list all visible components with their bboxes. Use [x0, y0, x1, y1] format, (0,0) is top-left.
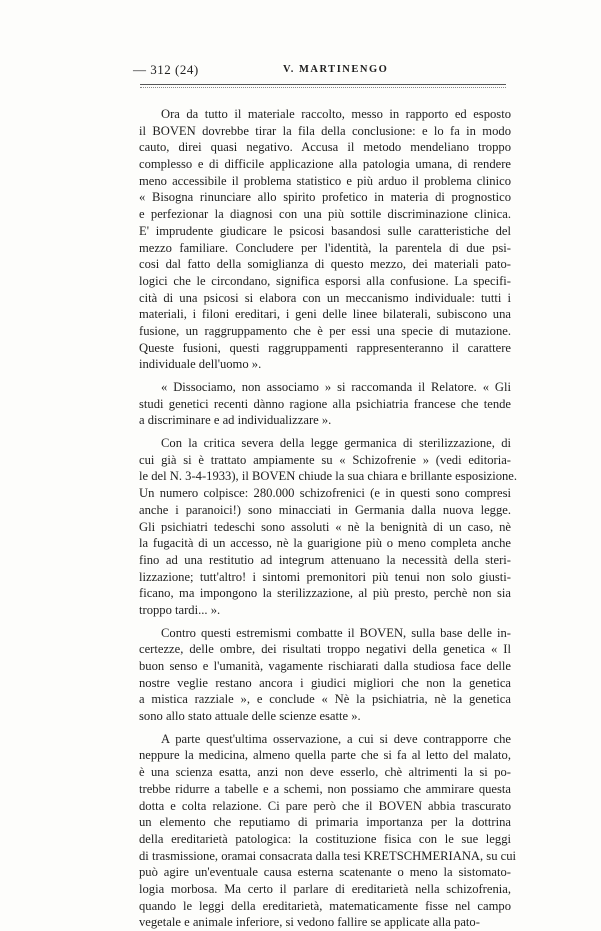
text-line: Un numero colpisce: 280.000 schizofrenici (e in questi sono compresi	[139, 486, 511, 501]
text-line: fusione, un raggruppamento che è per essi una specie di mutazione.	[139, 323, 511, 338]
text-line: Ora da tutto il materiale raccolto, messo in rapporto ed esposto	[161, 107, 511, 121]
text-line: nostre veglie restano ancora i giudici migliori che non la genetica	[139, 675, 511, 690]
text-line: un elemento che reputiamo di primaria importanza per la dottrina	[139, 815, 511, 830]
text-line: a discriminare e ad individualizzare ».	[139, 413, 332, 428]
paragraph	[139, 731, 517, 931]
text-line: trebbe ridurre a tabelle e a schemi, non possiamo che ammirare questa	[139, 781, 511, 796]
text-line: troppo tardi... ».	[139, 602, 221, 617]
text-line: « Bisogna rinunciare allo spirito profetico in materia di prognostico	[139, 190, 511, 205]
text-line: e perfezionar la diagnosi con una più sottile discriminazione clinica.	[139, 207, 511, 222]
text-line: ficano, ma impongono la sterilizzazione, al più presto, perchè non sia	[139, 586, 511, 601]
text-line: meno accessibile il problema statistico e più arduo il problema clinico	[139, 173, 511, 188]
text-line: è una scienza esatta, anzi non deve esserlo, chè altrimenti la si po-	[139, 765, 511, 780]
text-line: il BOVEN dovrebbe tirar la fila della conclusione: e lo fa in modo	[139, 123, 511, 138]
text-line: logia morbosa. Ma certo il parlare di ereditarietà nella schizofrenia,	[139, 881, 511, 896]
text-line: vegetale e animale inferiore, si vedono fallire se applicate alla pato-	[139, 915, 480, 930]
text-line: certezze, delle ombre, dei risultati troppo negativi della genetica « Il	[139, 642, 511, 657]
running-author: V. MARTINENGO	[283, 64, 389, 75]
header-rule-dotted	[140, 87, 506, 88]
text-line: anche i paranoici!) sono minacciati in Germania dalla nuova legge.	[139, 502, 511, 517]
text-line: Gli psichiatri tedeschi sono assoluti « nè la benignità di un caso, nè	[139, 519, 511, 534]
text-line: buon senso e l'umanità, vagamente rischiarati dalla studiosa face delle	[139, 659, 511, 673]
text-line: neppure la medicina, almeno quella parte che si fa al letto del malato,	[139, 748, 511, 763]
text-line: cui già si è trattato ampiamente su « Schizofrenie » (vedi editoria-	[139, 452, 511, 467]
text-line: Contro questi estremismi combatte il BOVEN, sulla base delle in-	[161, 625, 511, 640]
text-line: di trasmissione, oramai consacrata dalla tesi KRETSCHMERIANA, su cui	[139, 848, 517, 863]
text-line: E' imprudente giudicare le psicosi basandosi sulle caratteristiche del	[139, 223, 511, 238]
paragraph	[139, 106, 511, 373]
running-header	[133, 62, 513, 86]
text-line: la fugacità di un accesso, nè la guarigione più o meno completa anche	[139, 536, 511, 551]
text-line: individuale dell'uomo ».	[139, 357, 262, 372]
text-line: cauto, direi quasi negativo. Accusa il metodo mendeliano troppo	[139, 140, 511, 155]
text-line: studi genetici recenti dànno ragione alla psichiatria francese che tende	[139, 396, 511, 411]
text-line: materiali, i filoni ereditari, i geni delle linee bilaterali, subiscono una	[139, 307, 511, 322]
text-line: fino ad una restitutio ad integrum attenuano la necessità della steri-	[139, 552, 511, 567]
text-line: complesso e di difficile applicazione alla patologia umana, di rendere	[139, 157, 511, 172]
text-line: mezzo familiare. Concludere per l'identità, la parentela di due psi-	[139, 240, 511, 255]
text-line: logici che le circondano, significa esporsi alla confusione. La specifi-	[139, 273, 511, 288]
text-line: lizzazione; tutt'altro! i sintomi premonitori più tenui non solo giusti-	[139, 569, 511, 584]
text-line: quando le leggi della ereditarietà, matematicamente fisse nel campo	[139, 898, 511, 913]
header-rule	[140, 84, 506, 85]
text-line: a mistica razziale », e conclude « Nè la psichiatria, nè la genetica	[139, 692, 511, 707]
text-line: sono allo stato attuale delle scienze esatte ».	[139, 709, 361, 724]
text-line: dotta e colta relazione. Ci pare però che il BOVEN abbia trascurato	[139, 798, 511, 813]
paragraph	[139, 379, 511, 429]
text-line: Con la critica severa della legge germanica di sterilizzazione, di	[161, 436, 511, 451]
page-number: — 312 (24)	[133, 62, 199, 77]
paragraph	[139, 625, 511, 725]
text-line: della ereditarietà patologica: la costituzione fisica con le sue leggi	[139, 831, 511, 846]
text-line: « Dissociamo, non associamo » si raccomanda il Relatore. « Gli	[161, 380, 511, 394]
text-line: Queste fusioni, questi raggruppamenti rappresenteranno il carattere	[139, 340, 511, 355]
text-line: le del N. 3-4-1933), il BOVEN chiude la sua chiara e brillante esposizione.	[139, 469, 518, 484]
text-line: cosi dal fatto della somiglianza di questo mezzo, dei materiali pato-	[139, 257, 511, 272]
text-line: cità di una psicosi si elabora con un meccanismo individuale: tutti i	[139, 290, 511, 305]
body-text	[139, 106, 518, 931]
text-line: A parte quest'ultima osservazione, a cui si deve contrapporre che	[161, 731, 511, 746]
text-line: può agire un'eventuale causa esterna scatenante o meno la sistomato-	[139, 865, 511, 880]
paragraph	[139, 435, 518, 619]
